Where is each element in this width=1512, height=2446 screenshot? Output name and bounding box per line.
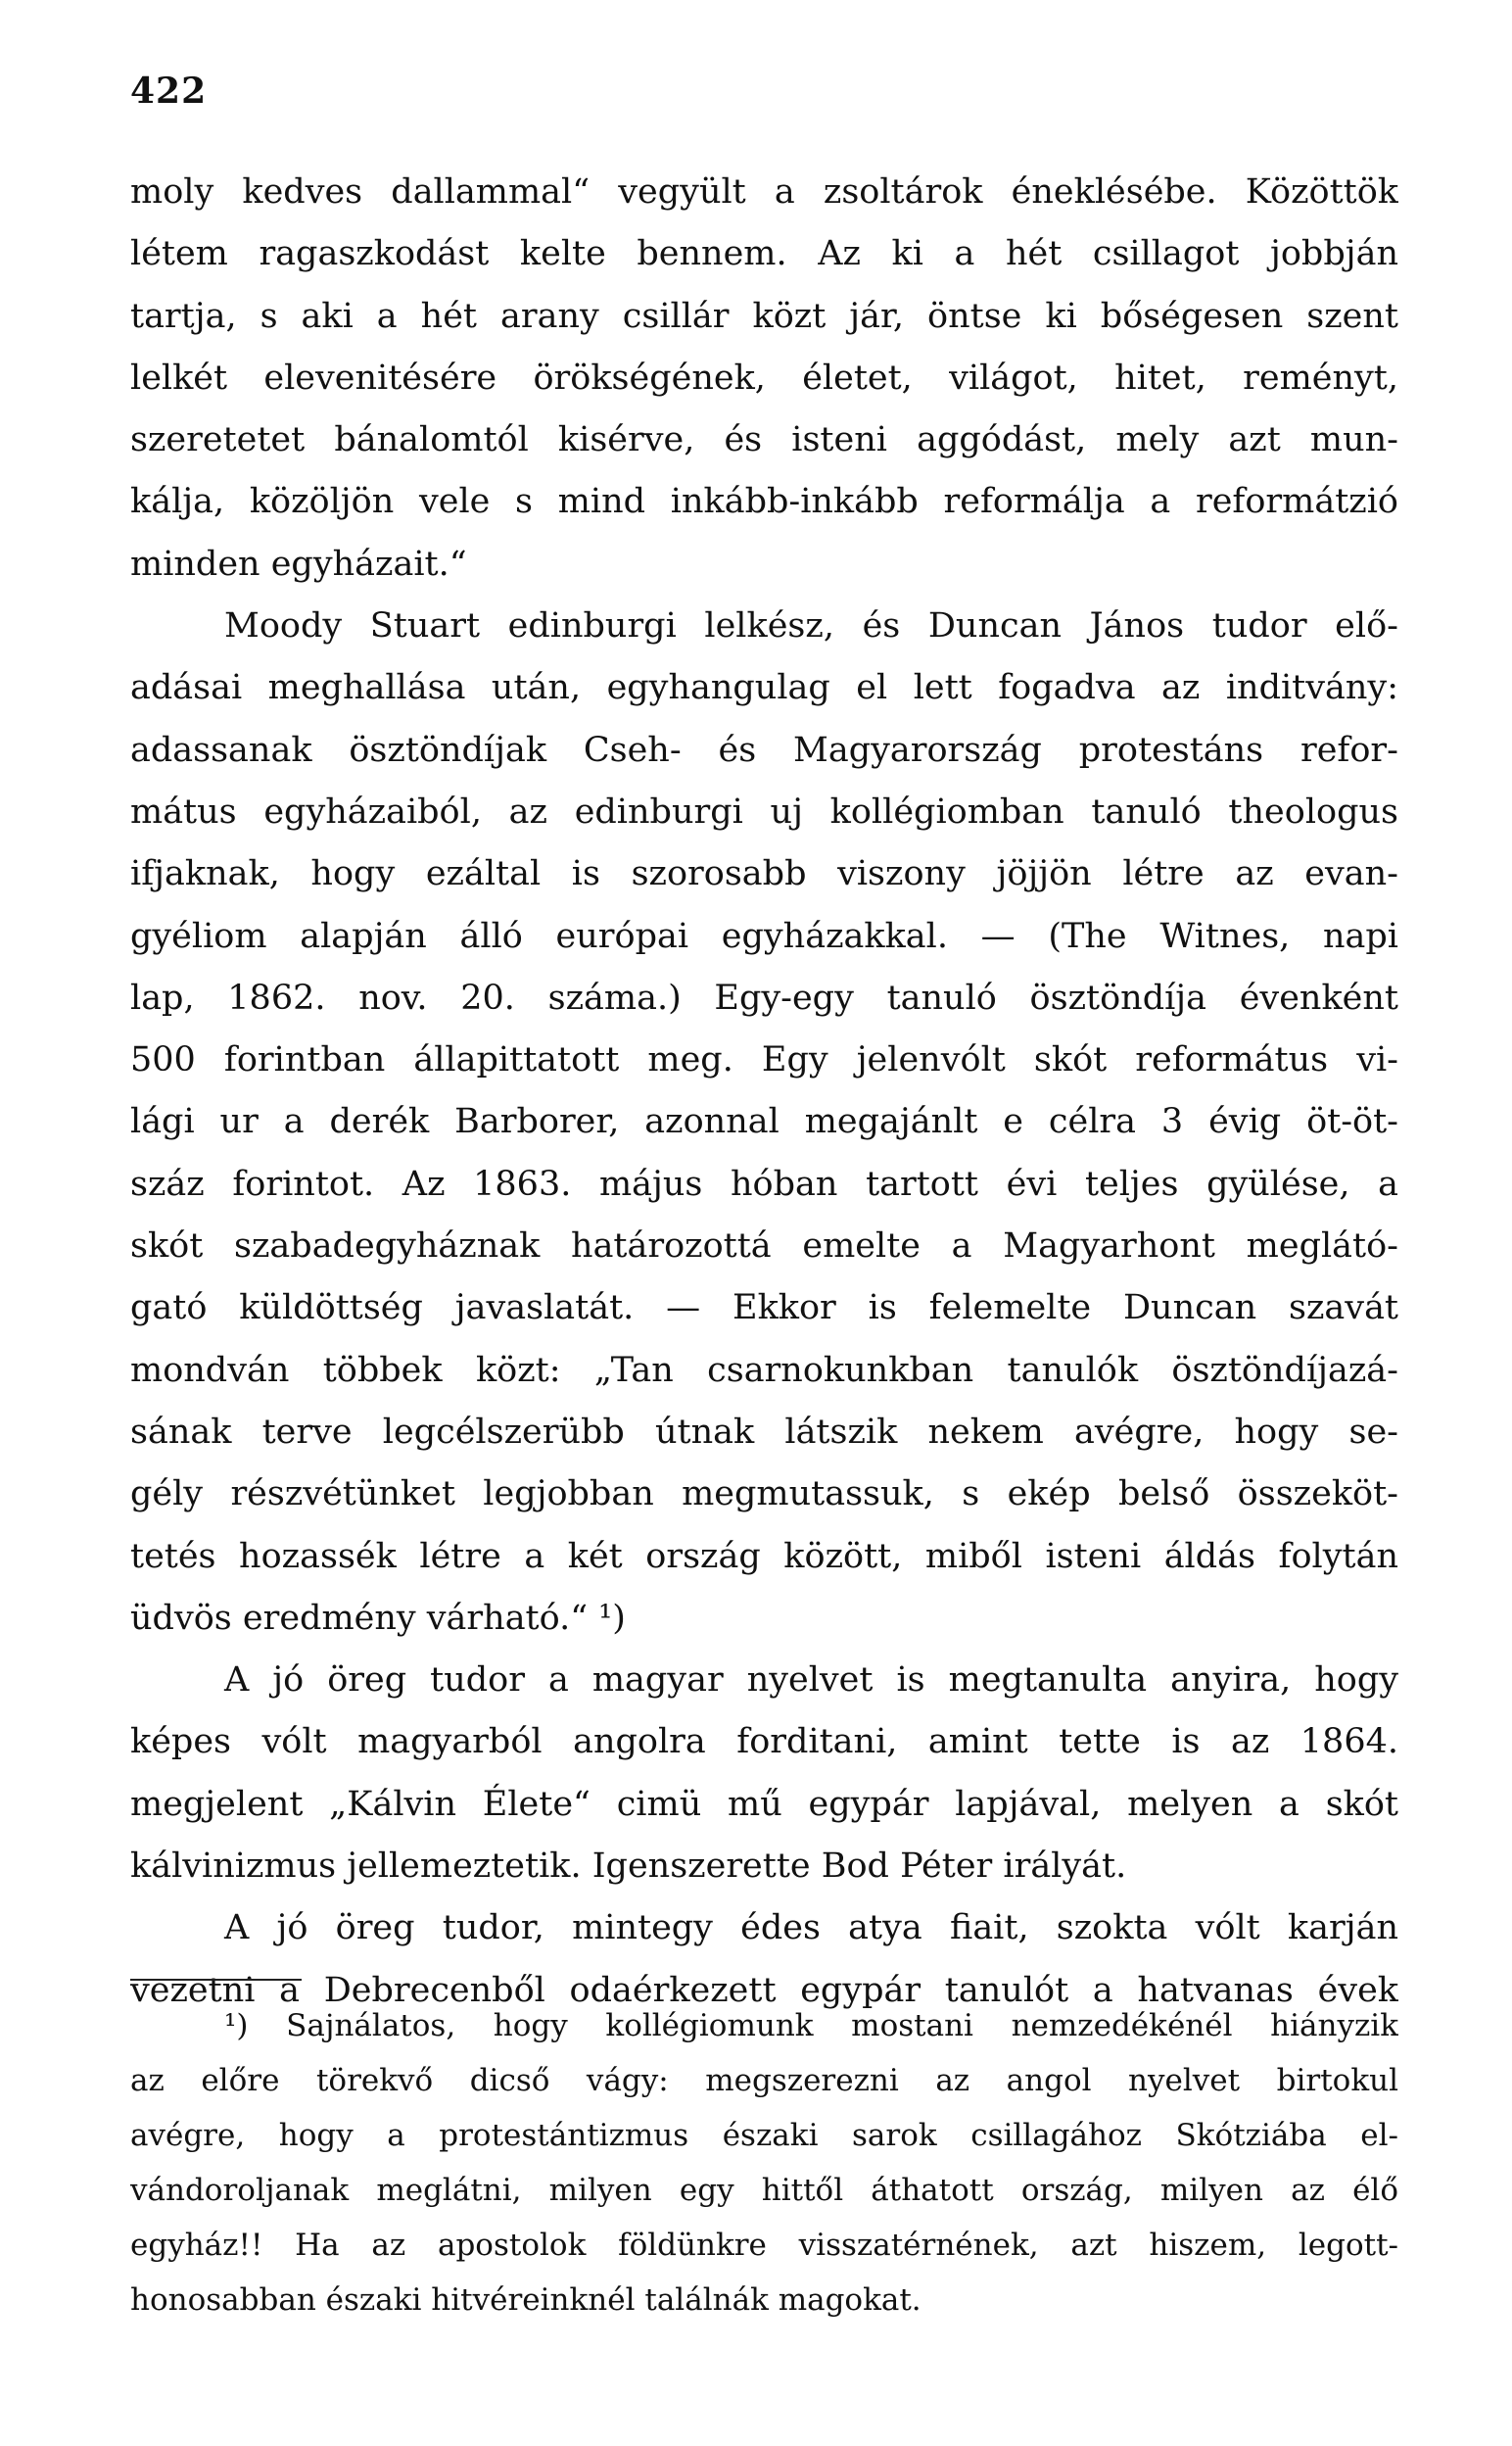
text-line: üdvös eredmény várható.“ ¹): [130, 1598, 626, 1638]
text-line: vezetni a Debrecenből odaérkezett egypár tanulót a hatvanas évek: [130, 1970, 1398, 2010]
text-line: Moody Stuart edinburgi lelkész, és Duncan János tudor elő-: [224, 606, 1398, 647]
text-line: adassanak ösztöndíjak Cseh- és Magyarország protestáns refor-: [130, 730, 1398, 770]
text-line: lelkét elevenitésére örökségének, életet, világot, hitet, reményt,: [130, 358, 1398, 398]
text-line: adásai meghallása után, egyhangulag el lett fogadva az inditvány:: [130, 668, 1398, 708]
text-line: lági ur a derék Barborer, azonnal megajánlt e célra 3 évig öt-öt-: [130, 1102, 1398, 1142]
footnote-line: avégre, hogy a protestántizmus északi sarok csillagához Skótziába el-: [130, 2118, 1398, 2153]
text-line: kálvinizmus jellemeztetik. Igenszerette Bod Péter irályát.: [130, 1846, 1127, 1887]
text-line: száz forintot. Az 1863. május hóban tartott évi teljes gyülése, a: [130, 1164, 1398, 1204]
text-line: mátus egyházaiból, az edinburgi uj kollégiomban tanuló theologus: [130, 791, 1398, 832]
footnote-line: vándoroljanak meglátni, milyen egy hittől áthatott ország, milyen az élő: [130, 2173, 1398, 2208]
footnote-line: egyház!! Ha az apostolok földünkre visszatérnének, azt hiszem, legott-: [130, 2228, 1398, 2263]
text-line: mondván többek közt: „Tan csarnokunkban tanulók ösztöndíjazá-: [130, 1350, 1398, 1390]
text-line: tetés hozassék létre a két ország között, miből isteni áldás folytán: [130, 1536, 1398, 1576]
page-number: 422: [130, 71, 208, 112]
text-line: A jó öreg tudor a magyar nyelvet is megtanulta anyira, hogy: [224, 1660, 1398, 1701]
text-line: gély részvétünket legjobban megmutassuk, s ekép belső összeköt-: [130, 1474, 1398, 1514]
footnotes: [130, 1998, 1398, 2327]
text-line: lap, 1862. nov. 20. száma.) Egy-egy tanuló ösztöndíja évenként: [130, 978, 1398, 1018]
text-line: gató küldöttség javaslatát. — Ekkor is felemelte Duncan szavát: [130, 1288, 1398, 1328]
text-line: skót szabadegyháznak határozottá emelte a Magyarhont meglátó-: [130, 1226, 1398, 1267]
text-line: gyéliom alapján álló európai egyházakkal. — (The Witnes, napi: [130, 916, 1398, 956]
text-line: megjelent „Kálvin Élete“ cimü mű egypár lapjával, melyen a skót: [130, 1784, 1398, 1824]
footnote-divider: [130, 1979, 302, 1981]
text-line: 500 forintban állapittatott meg. Egy jelenvólt skót református vi-: [130, 1040, 1398, 1080]
text-line: kálja, közöljön vele s mind inkább-inkább reformálja a reformátzió: [130, 482, 1398, 522]
text-line: minden egyházait.“: [130, 544, 467, 584]
text-line: ifjaknak, hogy ezáltal is szorosabb viszony jöjjön létre az evan-: [130, 854, 1398, 894]
text-line: moly kedves dallammal“ vegyült a zsoltárok éneklésébe. Közöttök: [130, 172, 1398, 212]
text-line: A jó öreg tudor, mintegy édes atya fiait, szokta vólt karján: [224, 1908, 1398, 1948]
footnote-line: az előre törekvő dicső vágy: megszerezni az angol nyelvet birtokul: [130, 2063, 1398, 2098]
text-line: sának terve legcélszerübb útnak látszik nekem avégre, hogy se-: [130, 1412, 1398, 1452]
text-line: szeretetet bánalomtól kisérve, és isteni aggódást, mely azt mun-: [130, 420, 1398, 460]
footnote-line: ¹) Sajnálatos, hogy kollégiomunk mostani nemzedékénél hiányzik: [224, 2008, 1398, 2043]
footnote-line: honosabban északi hitvéreinknél találnák magokat.: [130, 2282, 921, 2318]
body-text: [130, 162, 1398, 2022]
text-line: létem ragaszkodást kelte bennem. Az ki a hét csillagot jobbján: [130, 234, 1398, 274]
text-line: képes vólt magyarból angolra forditani, amint tette is az 1864.: [130, 1722, 1398, 1762]
text-line: tartja, s aki a hét arany csillár közt jár, öntse ki bőségesen szent: [130, 296, 1398, 336]
